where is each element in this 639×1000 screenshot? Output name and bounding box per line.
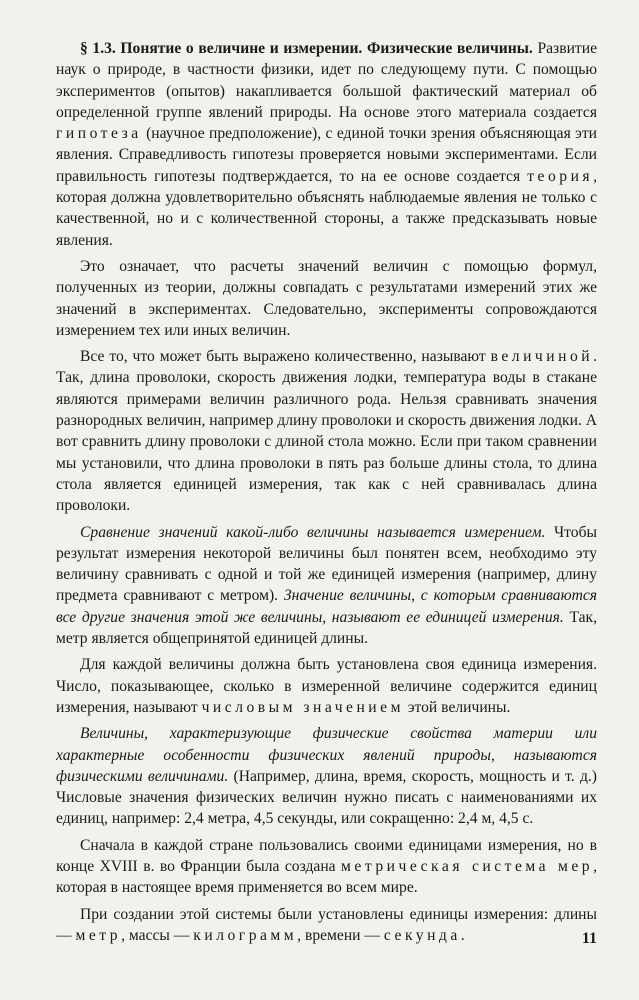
paragraph-base-units (56, 904, 597, 947)
term-metric-system: метрическая система мер (341, 857, 594, 875)
page-number: 11 (581, 930, 597, 947)
paragraph-physical-quantities (56, 723, 597, 829)
p7-text-b: , которая в настоящее время применяется во всем мире. (56, 857, 597, 897)
p1-text-c: , которая должна удовлетворительно объяснять наблюдаемые явления не только с качественной, но и с количественной стороны, а также предсказывать новые явления. (56, 167, 597, 249)
paragraph-calculations: Это означает, что расчеты значений величин с помощью формул, полученных из теории, должны совпадать с результатами измерений этих же значений в экспериментах. Следовательно, эксперименты сопровождаются измерением тех или иных величин. (56, 257, 597, 339)
p7-text-a: Сначала в каждой стране пользовались своими единицами измерения, но в конце XVIII в. во Франции была создана (56, 836, 597, 875)
definition-physical-quantities: Величины, характеризующие физические свойства материи или характерные особенности физических явлений природы, называются физическими величинами. (56, 725, 597, 785)
p5-text-a: Для каждой величины должна быть установлена своя единица измерения. Число, показывающее, сколько в измеренной величине содержится единиц измерения, называют (56, 656, 597, 716)
p8-text-a: При создании этой системы были установлены единицы измерения: длины — (56, 905, 597, 944)
definition-measurement: Сравнение значений какой-либо величины называется измерением. (80, 523, 546, 541)
term-second: секунда (383, 926, 461, 944)
p3-text-a: Все то, что может быть выражено количественно, называют (80, 348, 491, 366)
p4-text-b: Так, метр является общепринятой единицей длины. (56, 608, 597, 648)
p1-text-b: (научное предположение), с единой точки зрения объясняющая эти явления. Справедливость гипотезы проверяется новыми экспериментами. Если правильность гипотезы подтверждается, то на ее основе создается (56, 125, 597, 185)
paragraph-measurement (56, 522, 597, 650)
term-hypothesis: гипотеза (56, 125, 142, 143)
term-theory: теория (527, 167, 594, 185)
p3-text-b: . Так, длина проволоки, скорость движения лодки, температура воды в стакане являются примерами величин различного рода. Нельзя сравнивать значения разнородных величин, например длину проволоки и скорость движения лодки. А вот сравнить длину проволоки с длиной стола можно. Если при таком сравнении мы установили, что длина проволоки в пять раз больше длины стола, то длина стола является единицей измерения, так как с ней сравнивалась длина проволоки. (56, 348, 597, 515)
section-heading: § 1.3. Понятие о величине и измерении. Физические величины. (80, 40, 533, 57)
paragraph-intro (56, 38, 597, 251)
p6-text-a: (Например, длина, время, скорость, мощность и т. д.) Числовые значения физических величин нужно писать с наименованиями их единиц, например: 2,4 метра, 4,5 секунды, или сокращенно: 2,4 м, 4,5 с. (56, 767, 597, 828)
term-kilogram: килограмм (193, 926, 298, 944)
p8-text-c: , времени — (297, 926, 384, 944)
term-quantity: величиной (490, 348, 594, 366)
p1-text-a: Развитие наук о природе, в частности физики, идет по следующему пути. С помощью экспериментов (опытов) накапливается большой фактический материал об определенной группе явлений природы. На основе этого материала создается (56, 40, 597, 121)
p8-text-d: . (460, 926, 465, 944)
definition-unit: Значение величины, с которым сравниваются все другие значения этой же величины, называют ее единицей измерения. (56, 587, 597, 626)
paragraph-quantity (56, 346, 597, 516)
term-meter: метр (75, 926, 122, 944)
p5-text-b: этой величины. (403, 698, 511, 716)
paragraph-unit (56, 654, 597, 718)
term-numeric-value: числовым значением (201, 698, 404, 716)
p4-text-a: Чтобы результат измерения некоторой величины был понятен всем, необходимо эту величину сравнивать с одной и той же единицей измерения (например, длину предмета сравнивают с метром). (56, 523, 597, 605)
paragraph-metric-history (56, 835, 597, 899)
p8-text-b: , массы — (121, 926, 194, 944)
